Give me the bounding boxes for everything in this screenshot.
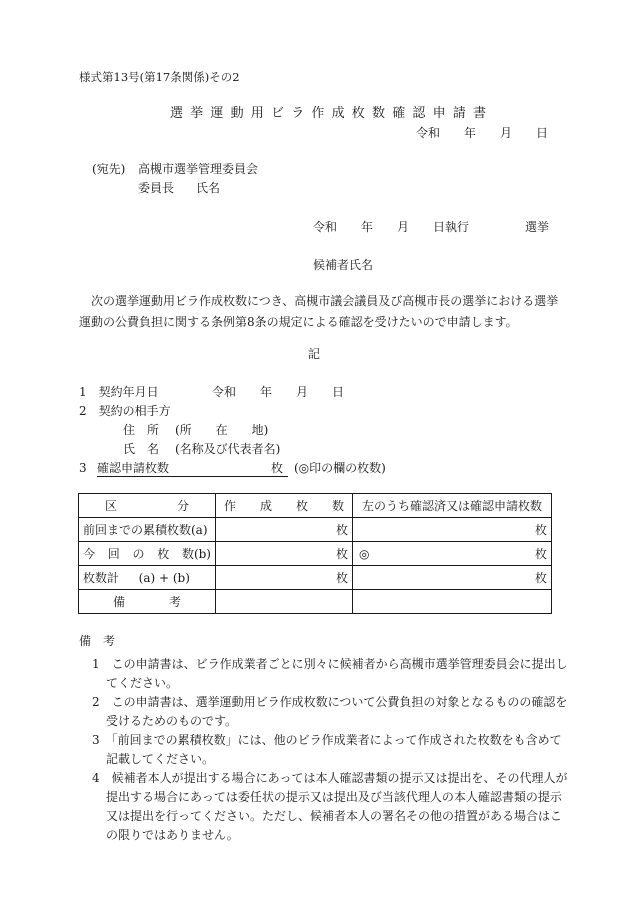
table-row xyxy=(79,590,552,614)
header-category xyxy=(79,494,216,518)
row-total-label xyxy=(79,566,216,590)
row-current-label-b: 回 xyxy=(107,546,120,561)
party-name-hint: (名称及び代表者名) xyxy=(175,442,281,456)
application-body-text: 次の選挙運動用ビラ作成枚数につき、高槻市議会議員及び高槻市長の選挙における選挙運動の公費負担に関する条例第8条の規定による確認を受けたいので申請します。 xyxy=(79,294,559,329)
table-row xyxy=(79,542,552,566)
row-previous-created[interactable] xyxy=(216,518,353,542)
row-total-label-b: (a) + (b) xyxy=(138,570,190,585)
document-title: 選挙運動用ビラ作成枚数確認申請書 xyxy=(170,106,494,121)
party-address-hint: (所 在 地) xyxy=(175,423,269,437)
table-row xyxy=(79,566,552,590)
row-current-created[interactable] xyxy=(216,542,353,566)
chair-label: 委員長 xyxy=(138,181,175,195)
header-category-b: 分 xyxy=(176,498,189,513)
header-created-c: 枚 xyxy=(295,498,308,513)
requested-count-field[interactable] xyxy=(97,462,288,477)
row-current-label-c: の xyxy=(132,546,145,561)
double-circle-mark: ◎ xyxy=(359,546,370,561)
row-previous-confirmed[interactable] xyxy=(353,518,552,542)
row-total-created[interactable] xyxy=(216,566,353,590)
unit-label: 枚 xyxy=(335,522,348,537)
form-number: 様式第13号(第17条関係)その2 xyxy=(79,70,240,84)
header-category-a: 区 xyxy=(105,498,118,513)
unit-label: 枚 xyxy=(534,522,547,537)
addressee-name: 高槻市選挙管理委員会 xyxy=(138,162,259,176)
unit-label: 枚 xyxy=(534,546,547,561)
unit-label: 枚 xyxy=(335,570,348,585)
remark-note-2: 2 この申請書は、選挙運動用ビラ作成枚数について公費負担の対象となるものの確認を受けるためのものです。 xyxy=(92,695,568,728)
header-confirmed: 左のうち確認済又は確認申請枚数 xyxy=(353,494,552,518)
row-current-confirmed[interactable] xyxy=(353,542,552,566)
header-created-a: 作 xyxy=(224,498,237,513)
row-remarks-label-a: 備 xyxy=(113,594,126,609)
requested-count-note: (◎印の欄の枚数) xyxy=(294,461,386,475)
header-created xyxy=(216,494,353,518)
row-current-label-d: 枚 xyxy=(157,546,170,561)
contract-party-label: 2 契約の相手方 xyxy=(79,404,171,418)
table-header-row xyxy=(79,494,552,518)
row-total-label-a: 枚数計 xyxy=(83,570,120,585)
unit-label: 枚 xyxy=(534,570,547,585)
row-remarks-label xyxy=(79,590,216,614)
party-name-label: 氏 名 xyxy=(123,442,160,456)
row-remarks-confirmed[interactable] xyxy=(353,590,552,614)
candidate-name-label: 候補者氏名 xyxy=(313,258,374,272)
contract-date-value: 令和 年 月 日 xyxy=(212,385,345,399)
remark-note-1: 1 この申請書は、ビラ作成業者ごとに別々に候補者から高槻市選挙管理委員会に提出してください。 xyxy=(92,657,568,690)
row-current-label-a: 今 xyxy=(83,546,96,561)
unit-label: 枚 xyxy=(335,546,348,561)
row-current-label-e: 数(b) xyxy=(181,546,211,561)
row-remarks-created[interactable] xyxy=(216,590,353,614)
count-table xyxy=(78,493,552,614)
chair-name-label: 氏名 xyxy=(196,181,221,195)
row-previous-label: 前回までの累積枚数(a) xyxy=(79,518,216,542)
contract-date-label: 1 契約年月日 xyxy=(79,385,159,399)
election-date: 令和 年 月 日執行 xyxy=(313,220,470,234)
remark-note-4: 4 候補者本人が提出する場合にあっては本人確認書類の提示又は提出を、その代理人が提出する場合にあっては委任状の提示又は提出及び当該代理人の本人確認書類の提示又は提出を行ってください。ただし、候補者本人の署名その他の措置がある場合はこの限りではありません。 xyxy=(92,771,568,842)
ki-heading: 記 xyxy=(308,347,321,361)
requested-count-label: 確認申請枚数 xyxy=(97,461,170,475)
row-current-label xyxy=(79,542,216,566)
remark-note-3: 3 「前回までの累積枚数」には、他のビラ作成業者によって作成された枚数をも含めて記載してください。 xyxy=(92,733,562,766)
election-suffix: 選挙 xyxy=(525,220,550,234)
row-remarks-label-b: 考 xyxy=(168,594,181,609)
header-created-b: 成 xyxy=(259,498,272,513)
requested-count-unit: 枚 xyxy=(271,461,284,475)
row-total-confirmed[interactable] xyxy=(353,566,552,590)
table-row xyxy=(79,518,552,542)
item3-number: 3 xyxy=(79,461,87,475)
party-address-label: 住 所 xyxy=(123,423,160,437)
addressee-label: (宛先) xyxy=(92,162,126,176)
header-created-d: 数 xyxy=(331,498,344,513)
remarks-heading: 備 考 xyxy=(79,634,116,648)
application-date: 令和 年 月 日 xyxy=(416,126,549,140)
